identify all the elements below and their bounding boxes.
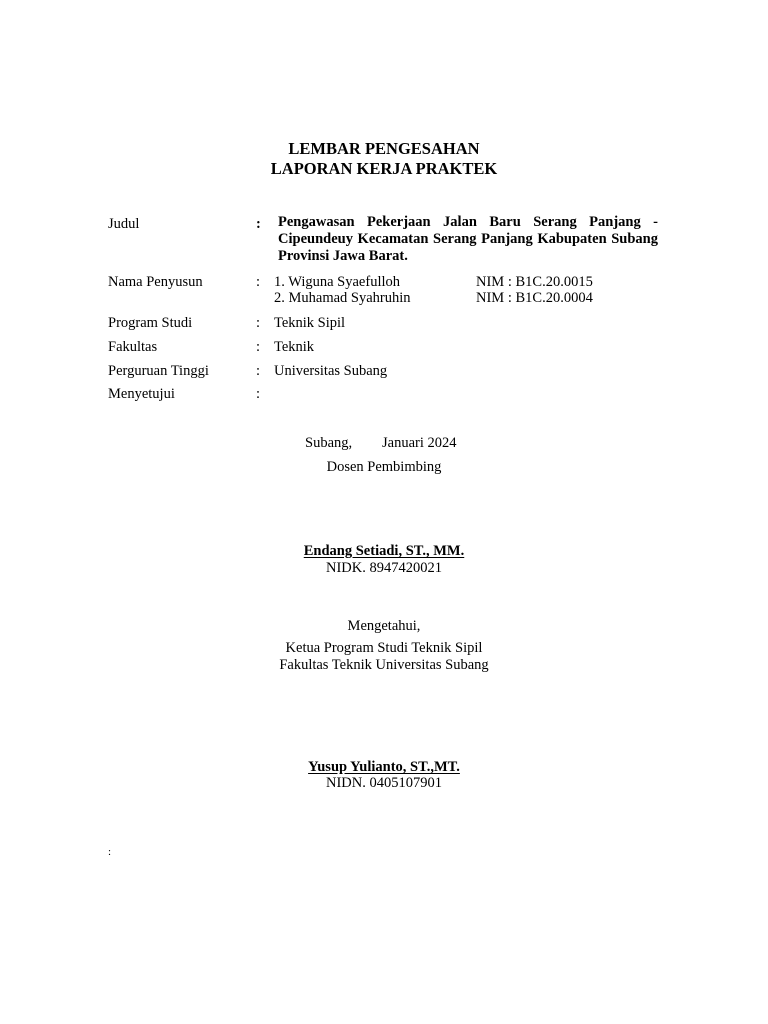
pt-colon: :	[256, 363, 261, 379]
fakultas-colon: :	[256, 339, 261, 355]
pt-label: Perguruan Tinggi	[108, 363, 209, 379]
prodi-value: Teknik Sipil	[274, 315, 346, 331]
ack-signatory	[0, 759, 768, 776]
pt-value: Universitas Subang	[274, 363, 388, 379]
ack-name: Yusup Yulianto, ST.,MT.	[308, 759, 460, 775]
ack-id: NIDN. 0405107901	[326, 775, 442, 791]
approval-role: Dosen Pembimbing	[326, 459, 442, 475]
footer-mark: :	[108, 846, 112, 858]
ack-role-line-1: Ketua Program Studi Teknik Sipil	[285, 640, 483, 656]
approval-place: Subang,	[305, 435, 353, 451]
penyusun-nim-2: NIM : B1C.20.0004	[476, 290, 593, 306]
approval-date: Januari 2024	[382, 435, 457, 451]
fakultas-value: Teknik	[274, 339, 315, 355]
penyusun-name-2: 2. Muhamad Syahruhin	[274, 290, 411, 306]
penyusun-label: Nama Penyusun	[108, 274, 203, 290]
penyusun-nim-1: NIM : B1C.20.0015	[476, 274, 593, 290]
fakultas-label: Fakultas	[108, 339, 158, 355]
judul-colon: :	[256, 216, 261, 232]
approval-id: NIDK. 8947420021	[326, 560, 442, 576]
approval-signatory	[0, 543, 768, 560]
prodi-colon: :	[256, 315, 261, 331]
judul-label: Judul	[108, 216, 140, 232]
ack-role-line-2: Fakultas Teknik Universitas Subang	[279, 657, 489, 673]
ack-heading: Mengetahui,	[347, 618, 421, 634]
title-line-2: LAPORAN KERJA PRAKTEK	[270, 159, 498, 178]
prodi-label: Program Studi	[108, 315, 193, 331]
title-line-1: LEMBAR PENGESAHAN	[288, 139, 480, 158]
penyusun-colon: :	[256, 274, 261, 290]
menyetujui-label: Menyetujui	[108, 386, 175, 402]
approval-name: Endang Setiadi, ST., MM.	[303, 543, 465, 559]
penyusun-name-1: 1. Wiguna Syaefulloh	[274, 274, 401, 290]
menyetujui-colon: :	[256, 386, 261, 402]
judul-value: Pengawasan Pekerjaan Jalan Baru Serang Panjang - Cipeundeuy Kecamatan Serang Panjang Kabupaten Subang Provinsi Jawa Barat.	[278, 214, 658, 264]
